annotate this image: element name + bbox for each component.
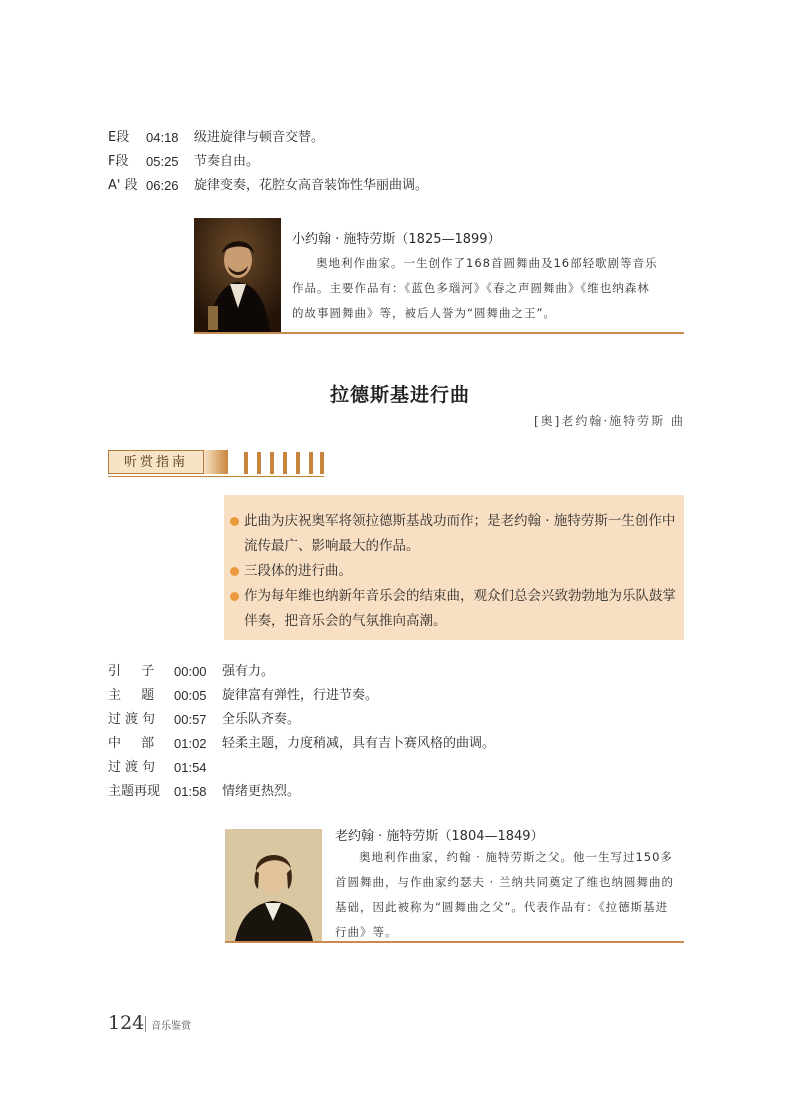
listening-guide-label: 听赏指南 <box>108 450 204 474</box>
section-time: 05:25 <box>146 154 179 169</box>
section-desc: 情绪更热烈。 <box>222 784 301 799</box>
composer-bio-johann-sr <box>225 825 684 943</box>
header-gradient <box>204 450 228 474</box>
section-time: 04:18 <box>146 130 179 145</box>
listening-guide-box <box>224 495 684 640</box>
header-stripe <box>283 452 287 474</box>
footer-divider <box>145 1016 146 1032</box>
bullet-icon <box>230 592 239 601</box>
composer-bio-johann-jr <box>194 218 684 334</box>
section-label: 引 子 <box>108 664 163 679</box>
section-label: 主 题 <box>108 688 163 703</box>
section-desc: 节奏自由。 <box>194 154 260 169</box>
bio-title: 小约翰 · 施特劳斯（1825—1899） <box>292 232 501 247</box>
guide-item-text: 三段体的进行曲。 <box>244 563 352 579</box>
header-stripe <box>257 452 261 474</box>
section-time: 00:05 <box>174 688 207 703</box>
guide-item-text: 作为每年维也纳新年音乐会的结束曲，观众们总会兴致勃勃地为乐队鼓掌伴奏，把音乐会的气氛推向高潮。 <box>244 588 676 629</box>
section-label: F段 <box>108 154 129 169</box>
section-time: 01:58 <box>174 784 207 799</box>
section-label: 主题再现 <box>108 784 161 799</box>
piece-title: 拉德斯基进行曲 <box>329 384 470 406</box>
header-stripe <box>244 452 248 474</box>
page-number: 124 <box>108 1012 145 1034</box>
section-time: 01:54 <box>174 760 207 775</box>
section-desc: 强有力。 <box>222 664 275 679</box>
bio-title: 老约翰 · 施特劳斯（1804—1849） <box>335 829 544 844</box>
guide-underline <box>108 476 324 477</box>
section-label: A' 段 <box>108 178 138 193</box>
header-stripe <box>320 452 324 474</box>
portrait-johann-strauss-sr <box>225 829 322 941</box>
composer-credit: [奥]老约翰·施特劳斯 曲 <box>534 414 685 428</box>
section-label: 过渡句 <box>108 712 160 727</box>
portrait-johann-strauss-jr <box>194 218 281 332</box>
guide-item <box>230 509 676 559</box>
guide-item-text: 此曲为庆祝奥军将领拉德斯基战功而作；是老约翰 · 施特劳斯一生创作中流传最广、影响最大的作品。 <box>244 513 676 554</box>
section-desc: 轻柔主题，力度稍减，具有吉卜赛风格的曲调。 <box>222 736 496 751</box>
bio-text: 奥地利作曲家。一生创作了168首圆舞曲及16部轻歌剧等音乐作品。主要作品有：《蓝色多瑙河》《春之声圆舞曲》《维也纳森林的故事圆舞曲》等，被后人誉为“圆舞曲之王”。 <box>292 256 658 320</box>
bio-text: 奥地利作曲家，约翰 · 施特劳斯之父。他一生写过150多首圆舞曲，与作曲家约瑟夫 · 兰纳共同奠定了维也纳圆舞曲的基础，因此被称为“圆舞曲之父”。代表作品有：《拉德斯基进行曲》等。 <box>335 850 674 939</box>
header-stripe <box>309 452 313 474</box>
section-time: 06:26 <box>146 178 179 193</box>
section-time: 01:02 <box>174 736 207 751</box>
section-time: 00:57 <box>174 712 207 727</box>
section-label: 过渡句 <box>108 760 160 775</box>
section-desc: 旋律富有弹性，行进节奏。 <box>222 688 379 703</box>
section-desc: 级进旋律与顿音交替。 <box>194 130 325 145</box>
guide-item <box>230 584 676 634</box>
section-desc: 旋律变奏，花腔女高音装饰性华丽曲调。 <box>194 178 429 193</box>
section-label: E段 <box>108 130 130 145</box>
bullet-icon <box>230 517 239 526</box>
listening-guide-header <box>108 450 324 476</box>
section-desc: 全乐队齐奏。 <box>222 712 301 727</box>
section-label: 中 部 <box>108 736 163 751</box>
guide-item <box>230 559 676 584</box>
header-stripe <box>270 452 274 474</box>
bullet-icon <box>230 567 239 576</box>
book-title: 音乐鉴赏 <box>151 1021 191 1032</box>
header-stripe <box>296 452 300 474</box>
section-time: 00:00 <box>174 664 207 679</box>
